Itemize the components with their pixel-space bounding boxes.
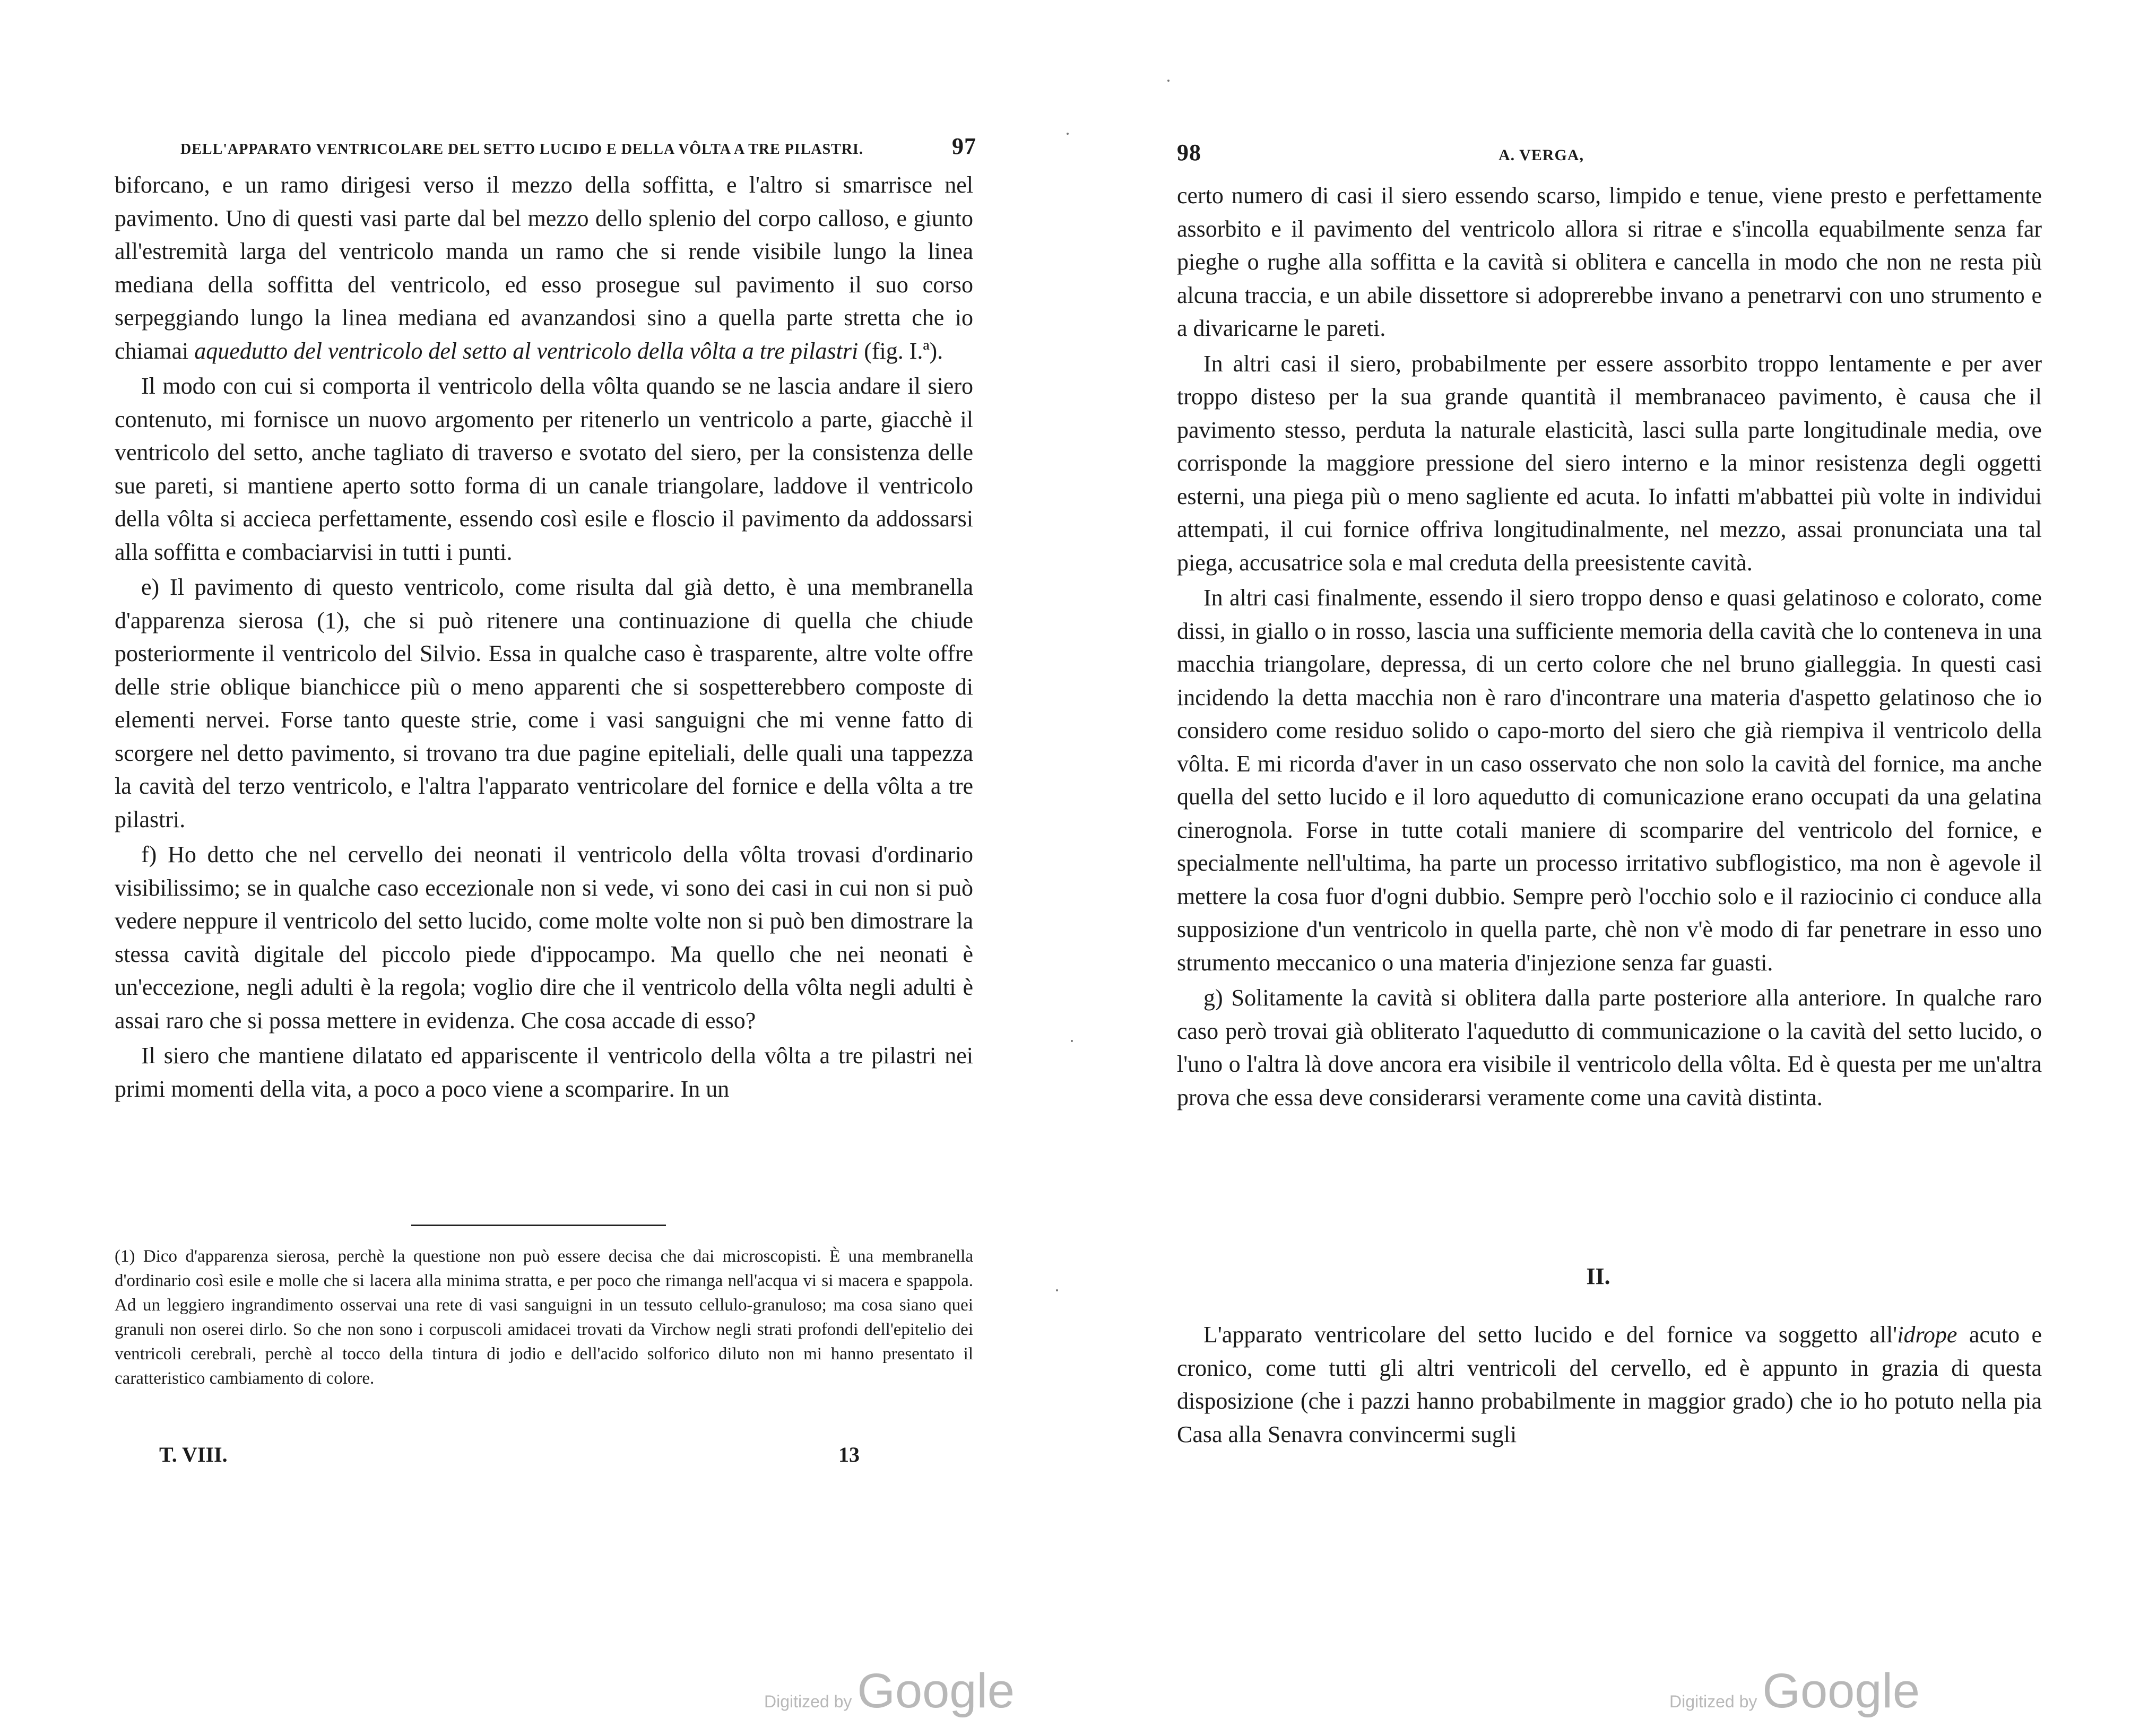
paragraph: certo numero di casi il siero essendo scarso, limpido e tenue, viene presto e perfettamente assorbito e il pavimento del ventricolo allora si ritrae e s'incolla equabilmente senza far pieghe o rughe alla soffitta e la cavità si oblitera e cancella in modo che non ne resta più alcuna traccia, e un abile dissettore si adoprerebbe invano a penetrarvi con uno strumento e a divaricarne le pareti. [1177,183,2042,341]
italic-term: aquedutto del ventricolo del setto al ventricolo della vôlta a tre pilastri [194,337,859,364]
paragraph: Il modo con cui si comporta il ventricolo della vôlta quando se ne lascia andare il siero contenuto, mi fornisce un nuovo argomento per ritenerlo un ventricolo a parte, giacchè il ventricolo del setto, anche tagliato di traverso e svotato del siero, per la consistenza delle sue pareti, si mantiene aperto sotto forma di un canale triangolare, laddove il ventricolo della vôlta si accieca perfettamente, essendo così esile e floscio il pavimento da addossarsi alla soffitta e combaciarvisi in tutti i punti. [115,373,973,565]
page-number: 98 [1177,140,1201,166]
scan-speck [1167,80,1170,82]
section-paragraph: L'apparato ventricolare del setto lucido e del fornice va soggetto all'idrope acuto e cronico, come tutti gli altri ventricoli del cervello, ed è appunto in grazia di questa disposizione (che i pazzi hanno probabilmente in maggior grado) che io ho potuto nella pia Casa alla Senavra convincermi sugli [1177,1322,2042,1447]
paragraph: g) Solitamente la cavità si oblitera dalla parte posteriore alla anteriore. In qualche raro caso però trovai già obliterato l'aquedutto di communicazione o la cavità del setto lucido, o l'uno o l'altra là dove ancora era visibile il ventricolo della vôlta. Ed è questa per me un'altra prova che essa deve considerarsi veramente come una cavità distinta. [1177,985,2042,1110]
running-title: A. VERGA, [1498,146,1584,164]
scan-speck [1071,1040,1073,1042]
right-page-header [1177,139,1782,166]
footnote-divider [411,1225,666,1226]
paragraph: e) Il pavimento di questo ventricolo, come risulta dal già detto, è una membranella d'apparenza sierosa (1), che si può ritenere una continuazione di quella che chiude posteriormente il ventricolo del Silvio. Essa in qualche caso è trasparente, altre volte offre delle strie oblique bianchicce più o meno apparenti che si sospetterebbero composte di elementi nervei. Forse tanto queste strie, come i vasi sanguigni che mi venne fatto di scorgere nel detto pavimento, si trovano tra due pagine epiteliali, delle quali una tappezza la cavità del terzo ventricolo, e l'altra l'apparato ventricolare del fornice e della vôlta a tre pilastri. [115,574,973,832]
left-page-body [115,169,973,1108]
right-page [1066,0,2131,1736]
paragraph: In altri casi il siero, probabilmente per essere assorbito troppo lentamente e per aver troppo disteso per la sua grande quantità il membranaceo pavimento, è causa che il pavimento stesso, perduta la naturale elasticità, lasci sulla parte longitudinale media, ove corrisponde la maggiore pressione del siero interno e la minor resistenza degli oggetti esterni, una piega più o meno sagliente ed acuta. Io infatti m'abbattei più volte in individui attempati, il cui fornice offriva longitudinalmente, nel mezzo, assai pronunciata una tal piega, accusatrice sola e mal creduta della preesistente cavità. [1177,350,2042,576]
digitized-watermark: Digitized by Google [764,1664,1015,1718]
right-page-body [1177,179,2042,1116]
italic-term: idrope [1897,1322,1957,1348]
running-title: DELL'APPARATO VENTRICOLARE DEL SETTO LUCIDO E DELLA VÔLTA A TRE PILASTRI. [180,141,863,158]
page-number: 97 [952,133,976,159]
digitized-watermark: Digitized by Google [1669,1664,1920,1718]
volume-label: T. VIII. [159,1443,228,1466]
signature-number: 13 [838,1443,860,1466]
paragraph: In altri casi finalmente, essendo il siero troppo denso e quasi gelatinoso e colorato, come dissi, in giallo o in rosso, lascia una sufficiente memoria della cavità che lo conteneva in una macchia triangolare, depressa, di un certo colore che nel bruno gialleggia. In questi casi incidendo la detta macchia non è raro d'incontrare una materia d'aspetto gelatinoso che io considero come residuo solido o capo-morto del siero che già riempiva il ventricolo della vôlta. E mi ricorda d'aver in un caso osservato che non solo la cavità del fornice, ma anche quella del setto lucido e il loro aquedutto di comunicazione erano occupati da una gelatina cinerognola. Forse in tutte cotali maniere di scomparire del ventricolo del fornice, e specialmente nell'ultima, ha parte un processo irritativo subflogistico, ma non è agevole il mettere la cosa fuor d'ogni dubbio. Sempre però l'occhio solo e il raziocinio ci conduce alla supposizione d'un ventricolo in quella parte, chè non v'è modo di far penetrare in esso uno strumento meccanico o una materia d'injezione senza far guasti. [1177,585,2042,976]
left-page-header [180,133,976,160]
left-page-footer [159,1442,860,1467]
section-heading: II. [1586,1263,1610,1289]
footnote: (1) Dico d'apparenza sierosa, perchè la questione non può essere decisa che dai microscopisti. È una membranella d'ordinario così esile e molle che si lacera alla minima stratta, e per poco che rimanga nell'acqua vi si macera e spappola. Ad un leggiero ingrandimento osservai una rete di vasi sanguigni in un tessuto cellulo-granuloso; ma cosa siano quei granuli non oserei dirlo. So che non sono i corpuscoli amidacei trovati da Virchow negli strati profondi dell'epitelio dei ventricoli cerebrali, perchè al tocco della tintura di jodio e dell'acido solforico diluto non mi hanno presentato il caratteristico cambiamento di colore. [115,1247,973,1388]
paragraph: Il siero che mantiene dilatato ed appariscente il ventricolo della vôlta a tre pilastri nei primi momenti della vita, a poco a poco viene a scomparire. In un [115,1043,973,1102]
scan-speck [1067,133,1069,135]
scan-speck [1056,1289,1058,1291]
paragraph: f) Ho detto che nel cervello dei neonati il ventricolo della vôlta trovasi d'ordinario visibilissimo; se in qualche caso eccezionale non si vede, vi sono dei casi in cui non si può vedere neppure il ventricolo del setto lucido, come molte volte non si può ben dimostrare la stessa cavità digitale del piccolo piede d'ippocampo. Ma quello che nei neonati è un'eccezione, negli adulti è la regola; voglio dire che il ventricolo della vôlta negli adulti è assai raro che si possa mettere in evidenza. Che cosa accade di esso? [115,841,973,1034]
paragraph: biforcano, e un ramo dirigesi verso il mezzo della soffitta, e l'altro si smarrisce nel pavimento. Uno di questi vasi parte dal bel mezzo dello splenio del corpo calloso, e giunto all'estremità larga del ventricolo manda un ramo che si rende visibile lungo la linea mediana della soffitta del ventricolo, ed esso prosegue sul pavimento il suo corso serpeggiando lungo la linea mediana ed avanzandosi sino a quella parte stretta che io chiamai aquedutto del ventricolo del setto al ventricolo della vôlta a tre pilastri (fig. I.ª). [115,172,973,364]
